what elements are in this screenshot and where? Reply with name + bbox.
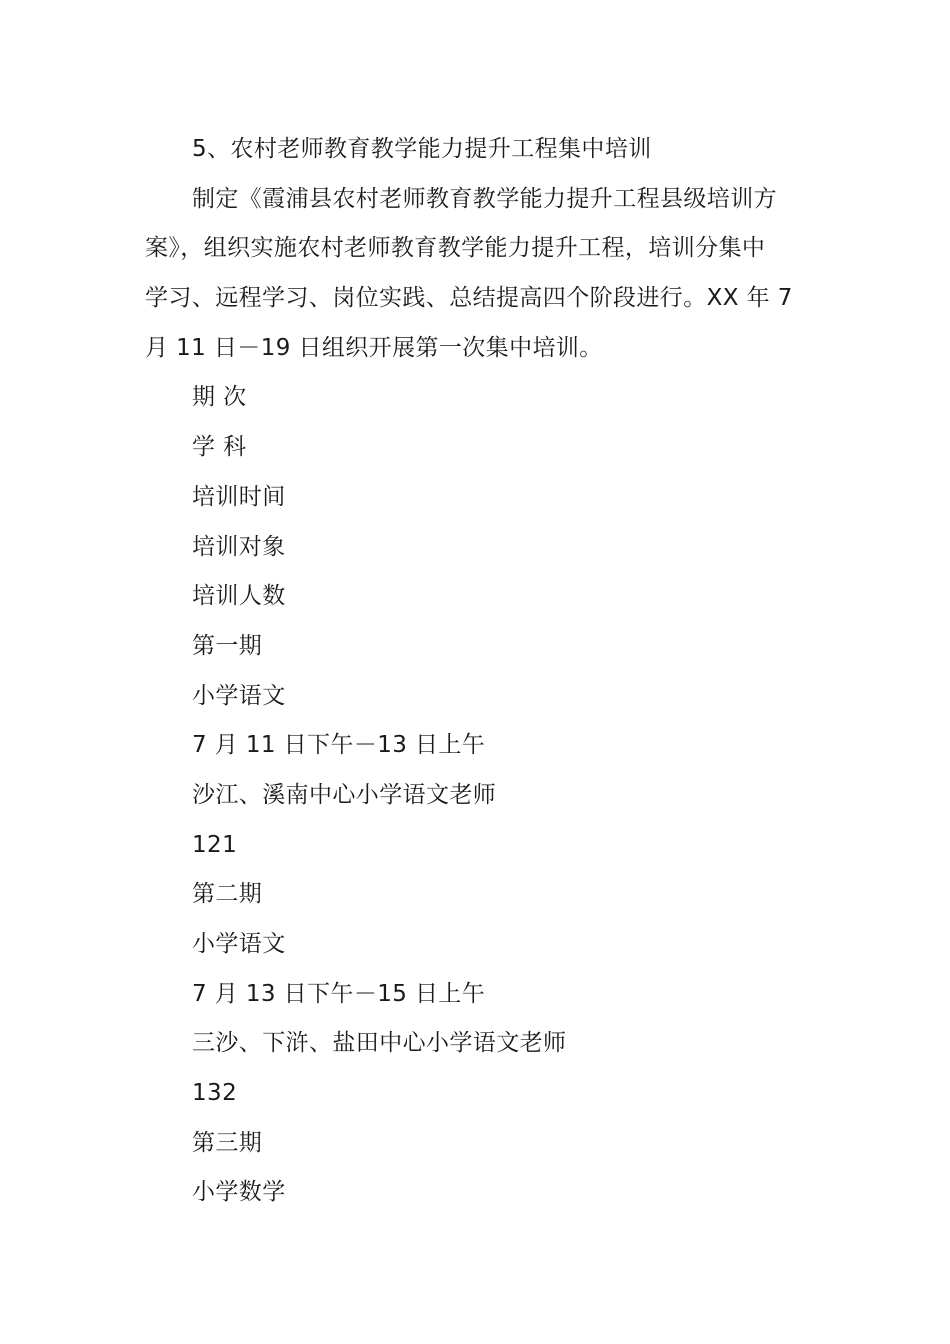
paragraph-line-3: 学习、远程学习、岗位实践、总结提高四个阶段进行。XX 年 7 [145, 285, 793, 312]
row-3-period: 第三期 [192, 1129, 263, 1156]
paragraph-line-4: 月 11 日－19 日组织开展第一次集中培训。 [145, 334, 603, 361]
table-header-target: 培训对象 [192, 533, 286, 560]
document-body [145, 125, 807, 1218]
row-3-subject: 小学数学 [192, 1179, 286, 1206]
table-header-count: 培训人数 [192, 583, 286, 610]
row-1-count: 121 [192, 831, 238, 858]
row-1-period: 第一期 [192, 632, 263, 659]
table-header-period: 期 次 [192, 384, 247, 411]
table-header-subject: 学 科 [192, 434, 247, 461]
row-1-time: 7 月 11 日下午－13 日上午 [192, 732, 486, 759]
section-heading: 5、农村老师教育教学能力提升工程集中培训 [192, 136, 652, 162]
row-1-target: 沙江、溪南中心小学语文老师 [192, 781, 497, 808]
row-2-period: 第二期 [192, 881, 263, 908]
paragraph-line-2: 案》，组织实施农村老师教育教学能力提升工程，培训分集中 [145, 235, 766, 262]
table-header-time: 培训时间 [192, 483, 286, 510]
row-2-target: 三沙、下浒、盐田中心小学语文老师 [192, 1030, 567, 1057]
row-1-subject: 小学语文 [192, 682, 286, 709]
paragraph-line-1: 制定《霞浦县农村老师教育教学能力提升工程县级培训方 [192, 185, 777, 212]
row-2-time: 7 月 13 日下午－15 日上午 [192, 980, 486, 1007]
row-2-count: 132 [192, 1080, 238, 1107]
row-2-subject: 小学语文 [192, 931, 286, 957]
